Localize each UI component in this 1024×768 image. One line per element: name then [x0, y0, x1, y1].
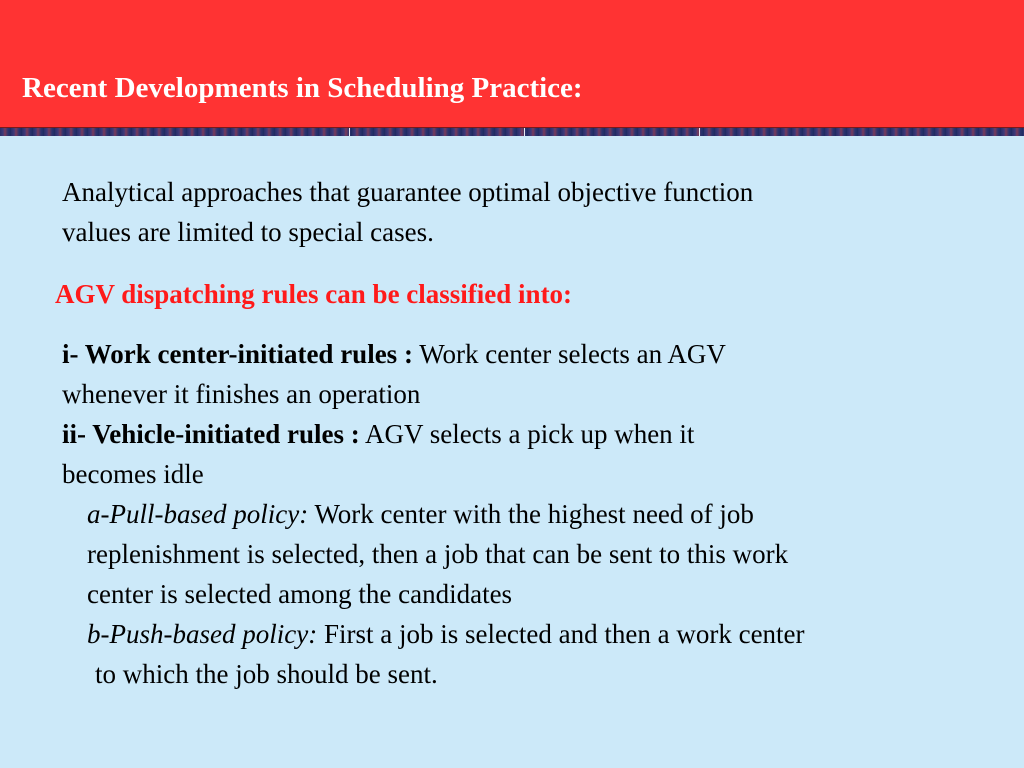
rule-ii-text-1: AGV selects a pick up when it: [359, 419, 695, 449]
decorative-strip: [0, 128, 1024, 136]
subheading: AGV dispatching rules can be classified into:: [55, 279, 573, 309]
policies-list: [87, 494, 1007, 694]
strip-tick: [699, 128, 700, 136]
slide-title: Recent Developments in Scheduling Practice:: [22, 72, 583, 104]
policy-a-line-1: [87, 494, 1007, 534]
policy-a-label: a-Pull-based policy:: [87, 499, 309, 529]
strip-tick: [524, 128, 525, 136]
policy-b-label: b-Push-based policy:: [87, 619, 318, 649]
policy-a-text-3: center is selected among the candidates: [87, 579, 513, 609]
rule-i-text-2: whenever it finishes an operation: [62, 379, 421, 409]
policy-a-text-2: replenishment is selected, then a job that can be sent to this work: [87, 539, 789, 569]
rule-i-label: i- Work center-initiated rules :: [62, 339, 413, 369]
policy-b-text-2: to which the job should be sent.: [95, 659, 438, 689]
rule-ii-label: ii- Vehicle-initiated rules :: [62, 419, 360, 449]
policy-a-text-1: Work center with the highest need of job: [308, 499, 754, 529]
rule-ii-line-1: [62, 414, 962, 454]
rule-i-line-1: [62, 334, 962, 374]
intro-line-2: values are limited to special cases.: [62, 217, 434, 247]
rule-i-text-1: Work center selects an AGV: [412, 339, 726, 369]
policy-b-line-1: [87, 614, 1007, 654]
intro-line-1: Analytical approaches that guarantee optimal objective function: [62, 177, 754, 207]
intro-paragraph: [62, 172, 962, 252]
slide-body: [0, 136, 1024, 768]
rule-ii-text-2: becomes idle: [62, 459, 204, 489]
policy-b-text-1: First a job is selected and then a work center: [317, 619, 805, 649]
title-bar: [0, 0, 1024, 128]
strip-tick: [349, 128, 350, 136]
rules-list: [62, 334, 962, 494]
